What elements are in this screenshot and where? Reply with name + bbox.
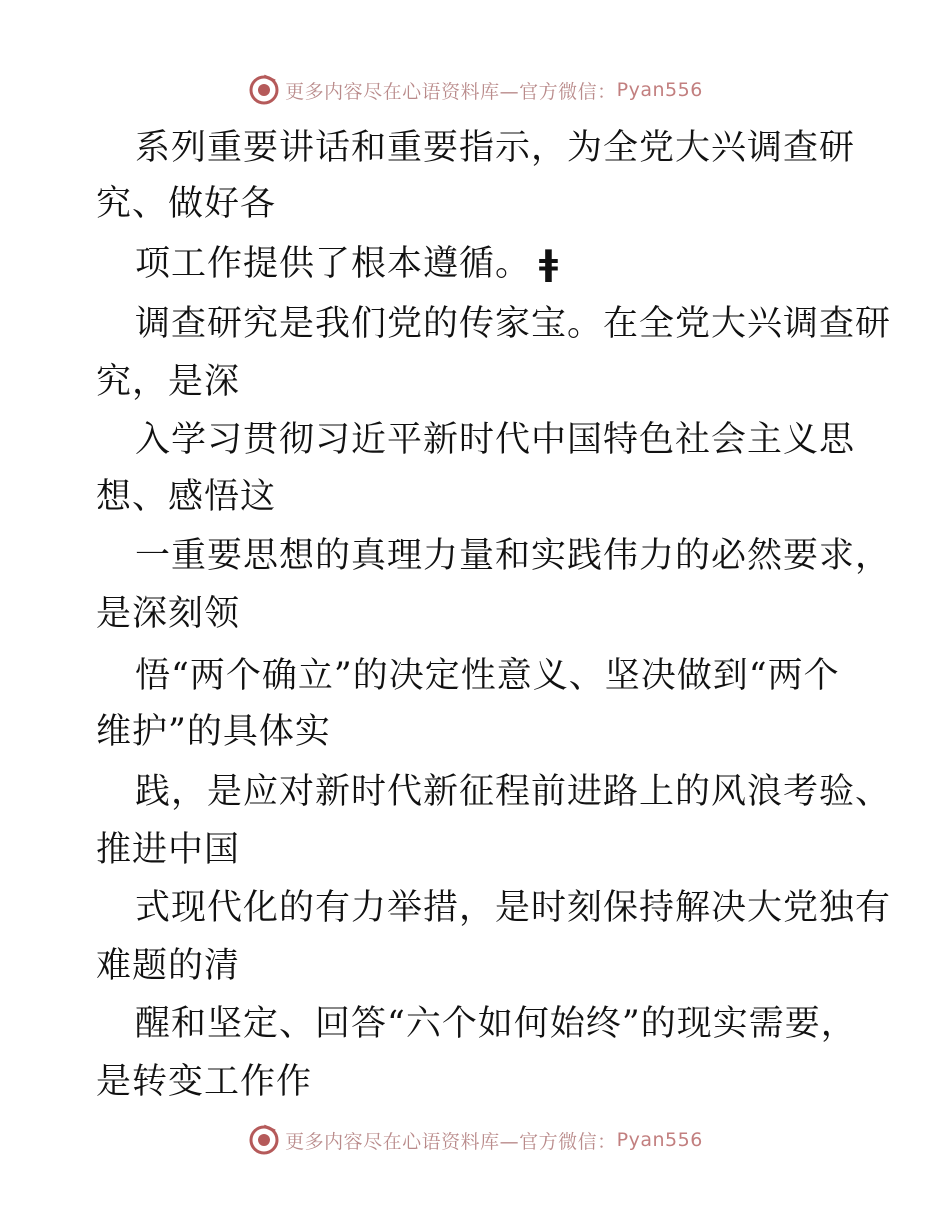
watermark-text: 更多内容尽在心语资料库—官方微信： — [285, 1130, 617, 1153]
text-line: 难题的清 — [96, 946, 241, 986]
text-line: 悟“两个确立”的决定性意义、坚决做到“两个 — [135, 656, 840, 696]
text-line: 是深刻领 — [96, 594, 241, 634]
text-line: 调查研究是我们党的传家宝。在全党大兴调查研 — [135, 304, 892, 344]
text-line: 想、感悟这 — [96, 477, 277, 517]
text-line: 醒和坚定、回答“六个如何始终”的现实需要， — [135, 1004, 857, 1044]
text-line: 系列重要讲话和重要指示，为全党大兴调查研 — [135, 128, 856, 168]
logo-icon — [247, 1123, 281, 1157]
text-line — [135, 242, 559, 286]
special-mark: ǂ — [539, 244, 560, 284]
header-watermark — [0, 70, 950, 110]
text-line: 推进中国 — [96, 830, 241, 870]
logo-icon — [247, 73, 281, 107]
text-line: 维护”的具体实 — [96, 712, 331, 752]
text-line: 是转变工作作 — [96, 1062, 313, 1102]
text-line: 入学习贯彻习近平新时代中国特色社会主义思 — [135, 420, 856, 460]
text-line-content: 项工作提供了根本遵循。 — [135, 244, 532, 284]
text-line: 究、做好各 — [96, 184, 277, 224]
text-line: 式现代化的有力举措，是时刻保持解决大党独有 — [135, 888, 892, 928]
watermark-id: Pyan556 — [616, 79, 703, 101]
watermark-id: Pyan556 — [616, 1129, 703, 1151]
text-line: 一重要思想的真理力量和实践伟力的必然要求， — [135, 536, 892, 576]
text-line: 究，是深 — [96, 362, 241, 402]
text-line: 践，是应对新时代新征程前进路上的风浪考验、 — [135, 772, 892, 812]
footer-watermark — [0, 1120, 950, 1160]
watermark-text: 更多内容尽在心语资料库—官方微信： — [285, 80, 617, 103]
